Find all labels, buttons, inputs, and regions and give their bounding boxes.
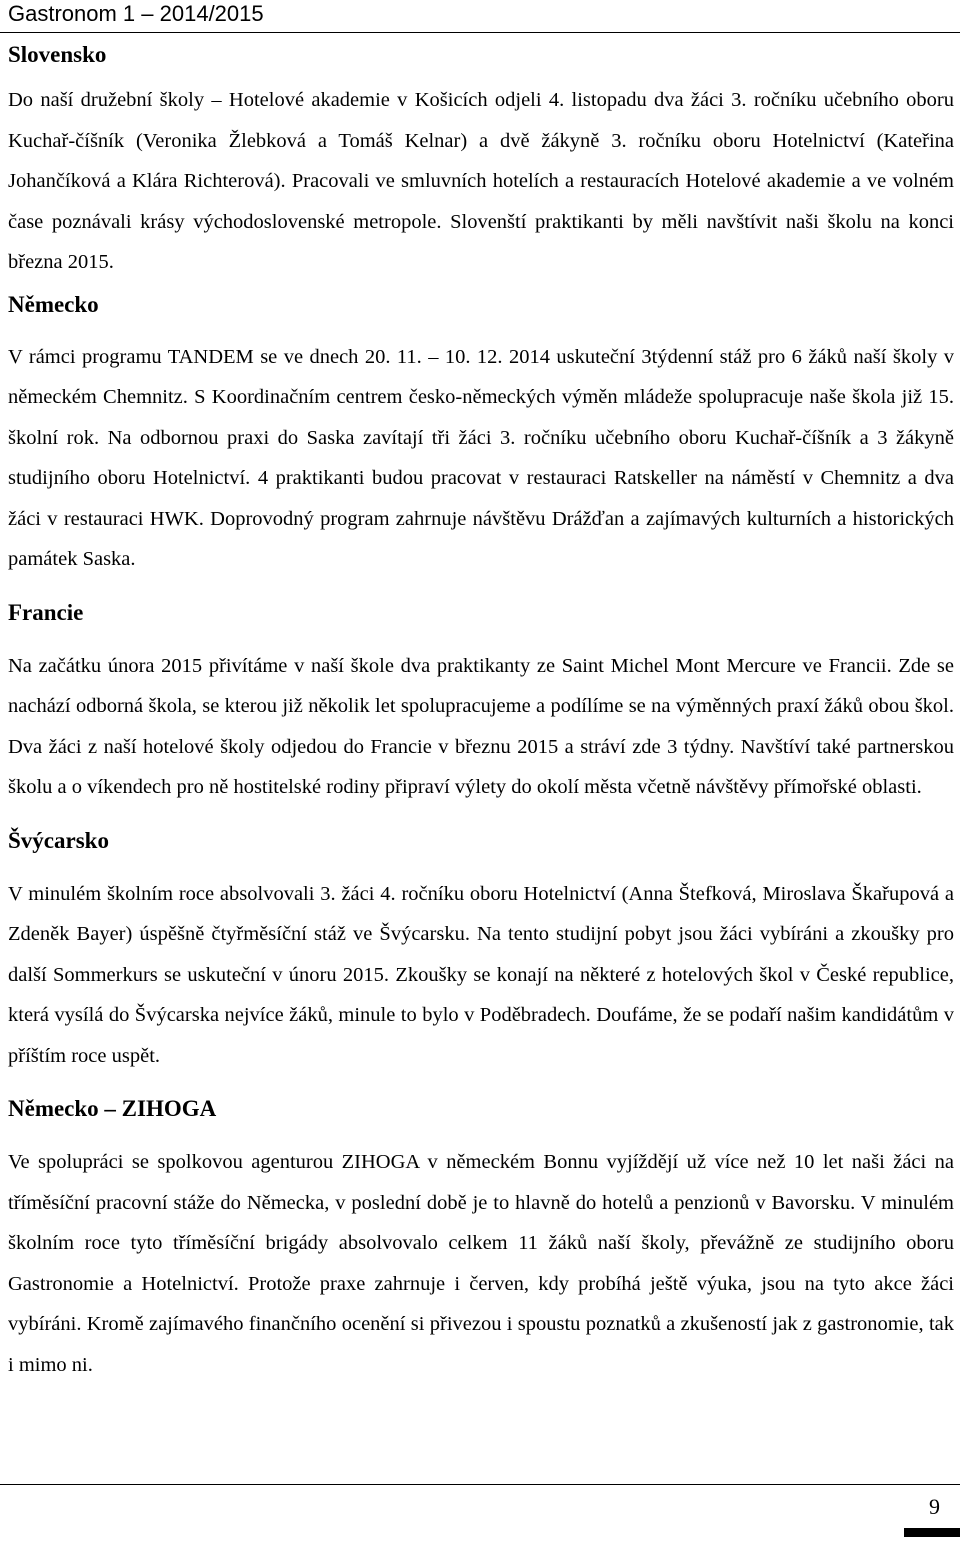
section-nemecko: [8, 285, 954, 580]
page-header: [0, 0, 960, 33]
section-paragraph: Do naší družební školy – Hotelové akademie v Košicích odjeli 4. listopadu dva žáci 3. ročníku učebního oboru Kuchař-číšník (Veronika Žlebková a Tomáš Kelnar) a dvě žákyně 3. ročníku oboru Hotelnictví (Kateřina Johančíková a Klára Richterová). Pracovali ve smluvních hotelích a restauracích Hotelové akademie a ve volném čase poznávali krásy východoslovenské metropole. Slovenští praktikanti by měli navštívit naši školu na konci března 2015.: [8, 89, 954, 273]
section-paragraph: Na začátku února 2015 přivítáme v naší škole dva praktikanty ze Saint Michel Mont Mercure ve Francii. Zde se nachází odborná škola, se kterou již několik let spolupracujeme a podílíme se na výměnných praxí žáků obou škol. Dva žáci z naší hotelové školy odjedou do Francie v březnu 2015 a stráví zde 3 týdny. Navštíví také partnerskou školu a o víkendech pro ně hostitelské rodiny připraví výlety do okolí města včetně návštěvy přímořské oblasti.: [8, 654, 954, 798]
section-heading: Slovensko: [8, 42, 107, 67]
header-title: Gastronom 1 – 2014/2015: [8, 1, 264, 26]
section-svycarsko: [8, 821, 954, 1077]
section-paragraph: V rámci programu TANDEM se ve dnech 20. 11. – 10. 12. 2014 uskuteční 3týdenní stáž pro 6 žáků naší školy v německém Chemnitz. S Koordinačním centrem česko-německých výměn mládeže spolupracuje naše škola již 15. školní rok. Na odbornou praxi do Saska zavítají tři žáci 3. ročníku učebního oboru Kuchař-číšník a 3 žákyně studijního oboru Hotelnictví. 4 praktikanti budou pracovat v restauraci Ratskeller na náměstí v Chemnitz a dva žáci v restauraci HWK. Doprovodný program zahrnuje návštěvu Drážďan a zajímavých kulturních a historických památek Saska.: [8, 345, 954, 570]
footer-bar-decoration: [904, 1528, 960, 1537]
section-heading: Německo: [8, 291, 99, 317]
section-heading: Francie: [8, 599, 84, 625]
section-paragraph: Ve spolupráci se spolkovou agenturou ZIHOGA v německém Bonnu vyjíždějí už více než 10 let naši žáci na tříměsíční pracovní stáže do Německa, v poslední době je to hlavně do hotelů a penzionů v Bavorsku. V minulém školním roce tyto tříměsíční brigády absolvovalo celkem 11 žáků naší školy, převážně ze studijního oboru Gastronomie a Hotelnictví. Protože praxe zahrnuje i červen, kdy probíhá ještě výuka, jsou na tyto akce žáci vybíráni. Kromě zajímavého finančního ocenění si přivezou i spoustu poznatků a zkušeností jak z gastronomie, tak i mimo ni.: [8, 1151, 954, 1376]
section-francie: [8, 593, 954, 808]
section-slovensko: [8, 35, 954, 283]
section-nemecko-zihoga: [8, 1089, 954, 1385]
footer-divider: [0, 1484, 960, 1485]
page-number: 9: [929, 1494, 940, 1519]
section-heading: Německo – ZIHOGA: [8, 1096, 217, 1121]
article-body: [8, 34, 954, 1385]
section-heading: Švýcarsko: [8, 827, 109, 853]
section-paragraph: V minulém školním roce absolvovali 3. žáci 4. ročníku oboru Hotelnictví (Anna Štefková, Miroslava Škařupová a Zdeněk Bayer) úspěšně čtyřměsíční stáž ve Švýcarsku. Na tento studijní pobyt jsou žáci vybíráni a zkoušky pro další Sommerkurs se uskuteční v únoru 2015. Zkoušky se konají na některé z hotelových škol v České republice, která vysílá do Švýcarska nejvíce žáků, minule to bylo v Poděbradech. Doufáme, že se podaří našim kandidátům v příštím roce uspět.: [8, 882, 954, 1067]
